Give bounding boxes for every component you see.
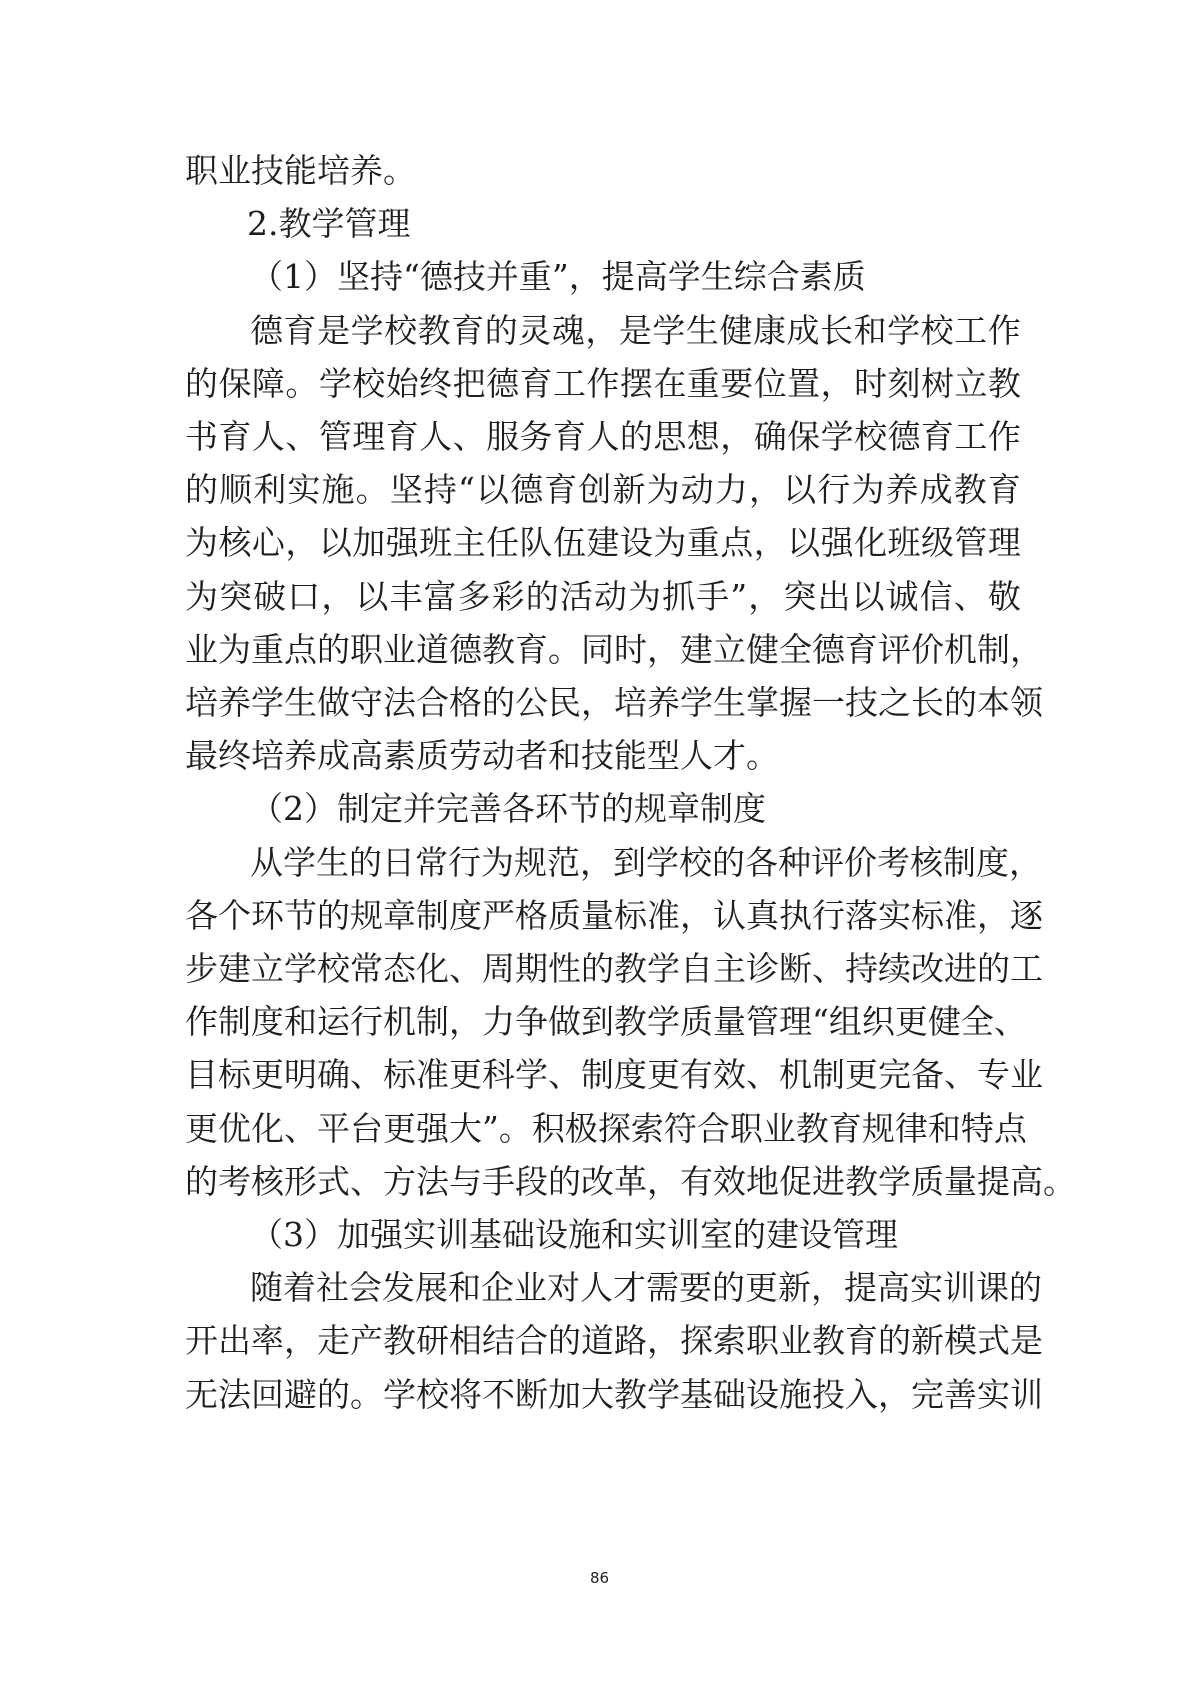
text-line: 作 制 度 和 运 行 机 制 ， 力 争 做 到 教 学 质 量 管 理 “ 组 织 更 健 全 、 — [185, 1002, 1027, 1042]
text-line: 培 养 学 生 做 守 法 合 格 的 公 民 ， 培 养 学 生 掌 握 一 技 之 长 的 本 领 — [185, 683, 1043, 722]
text-line: （2）制定并完善各环节的规章制度 — [250, 789, 766, 829]
text-line: 目 标 更 明 确 、 标 准 更 科 学 、 制 度 更 有 效 、 机 制 更 完 备 、 专 业 — [185, 1055, 1043, 1095]
text-line: 各 个 环 节 的 规 章 制 度 严 格 质 量 标 准 ， 认 真 执 行 落 实 标 准 ， 逐 — [185, 895, 1043, 935]
text-line: 的 考 核 形 式 、 方 法 与 手 段 的 改 革 ， 有 效 地 促 进 教 学 质 量 提 高 。 — [185, 1161, 1076, 1201]
text-line: 业 为 重 点 的 职 业 道 德 教 育 。 同 时 ， 建 立 健 全 德 育 评 价 机 制 ， — [185, 629, 1043, 669]
text-line: 无 法 回 避 的 。 学 校 将 不 断 加 大 教 学 基 础 设 施 投 入 ， 完 善 实 训 — [185, 1374, 1043, 1414]
text-line: 的 顺 利 实 施 。 坚 持 “ 以 德 育 创 新 为 动 力 ， 以 行 为 养 成 教 育 — [185, 470, 1021, 510]
text-line: 职业技能培养。 — [185, 151, 416, 190]
text-line: 最终培养成高素质劳动者和技能型人才。 — [185, 736, 779, 776]
text-line: 从 学 生 的 日 常 行 为 规 范 ， 到 学 校 的 各 种 评 价 考 核 制 度 ， — [250, 842, 1042, 882]
text-line: （3）加强实训基础设施和实训室的建设管理 — [250, 1215, 898, 1254]
text-line: 书 育 人 、 管 理 育 人 、 服 务 育 人 的 思 想 ， 确 保 学 校 德 育 工 作 — [185, 417, 1021, 456]
text-line: 步 建 立 学 校 常 态 化 、 周 期 性 的 教 学 自 主 诊 断 、 持 续 改 进 的 工 — [185, 949, 1043, 988]
page-number: 86 — [589, 1569, 610, 1587]
text-line: 德 育 是 学 校 教 育 的 灵 魂 ， 是 学 生 健 康 成 长 和 学 校 工 作 — [250, 310, 1021, 350]
text-line: 为 核 心 ， 以 加 强 班 主 任 队 伍 建 设 为 重 点 ， 以 强 化 班 级 管 理 — [185, 523, 1021, 563]
text-line: 开 出 率 ， 走 产 教 研 相 结 合 的 道 路 ， 探 索 职 业 教 育 的 新 模 式 是 — [185, 1321, 1043, 1361]
text-line: 的 保 障 。 学 校 始 终 把 德 育 工 作 摆 在 重 要 位 置 ， 时 刻 树 立 教 — [185, 363, 1021, 403]
text-line: 2.教学管理 — [247, 204, 411, 244]
text-line: 随 着 社 会 发 展 和 企 业 对 人 才 需 要 的 更 新 ， 提 高 实 训 课 的 — [250, 1268, 1042, 1308]
text-line: （1）坚持“德技并重”，提高学生综合素质 — [250, 257, 866, 297]
text-line: 更 优 化 、 平 台 更 强 大 ” 。 积 极 探 索 符 合 职 业 教 育 规 律 和 特 点 — [185, 1108, 1027, 1148]
text-line: 为 突 破 口 ， 以 丰 富 多 彩 的 活 动 为 抓 手 ” ， 突 出 以 诚 信 、 敬 — [185, 576, 1021, 616]
